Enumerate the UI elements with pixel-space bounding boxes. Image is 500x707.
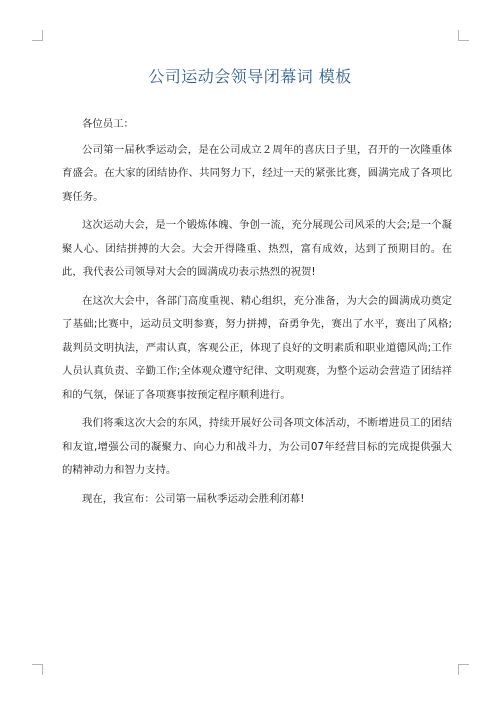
crop-mark-bottom-left — [32, 664, 43, 675]
paragraph-1: 公司第一届秋季运动会，是在公司成立２周年的喜庆日子里，召开的一次隆重体育盛会。在大家的团结协作、共同努力下，经过一天的紧张比赛，圆满完成了各项比赛任务。 — [62, 143, 452, 203]
document-body — [62, 113, 452, 511]
document-title: 公司运动会领导闭幕词 模板 — [148, 67, 352, 86]
crop-mark-top-left — [32, 30, 43, 41]
crop-mark-bottom-right — [458, 664, 469, 675]
salutation: 各位员工： — [82, 118, 134, 130]
paragraph-2: 这次运动大会，是一个锻炼体魄、争创一流，充分展现公司风采的大会;是一个凝聚人心、团结拼搏的大会。大会开得隆重、热烈，富有成效，达到了预期目的。在此，我代表公司领导对大会的圆满成功表示热烈的祝贺! — [62, 219, 452, 278]
paragraph-4: 我们将乘这次大会的东风，持续开展好公司各项文体活动，不断增进员工的团结和友谊,增强公司的凝聚力、向心力和战斗力，为公司07年经营目标的完成提供强大的精神动力和智力支持。 — [62, 417, 452, 476]
paragraph-3: 在这次大会中，各部门高度重视、精心组织，充分准备，为大会的圆满成功奠定了基础;比赛中，运动员文明参赛，努力拼搏，奋勇争先，赛出了水平，赛出了风格;裁判员文明执法，严肃认真，客观公正，体现了良好的文明素质和职业道德风尚;工作人员认真负责、辛勤工作;全体观众遵守纪律、文明观赛，为整个运动会营造了团结祥和的气氛，保证了各项赛事按预定程序顺利进行。 — [62, 294, 452, 401]
paragraph-5: 现在，我宣布：公司第一届秋季运动会胜利闭幕! — [82, 492, 305, 505]
crop-mark-top-right — [458, 30, 469, 41]
